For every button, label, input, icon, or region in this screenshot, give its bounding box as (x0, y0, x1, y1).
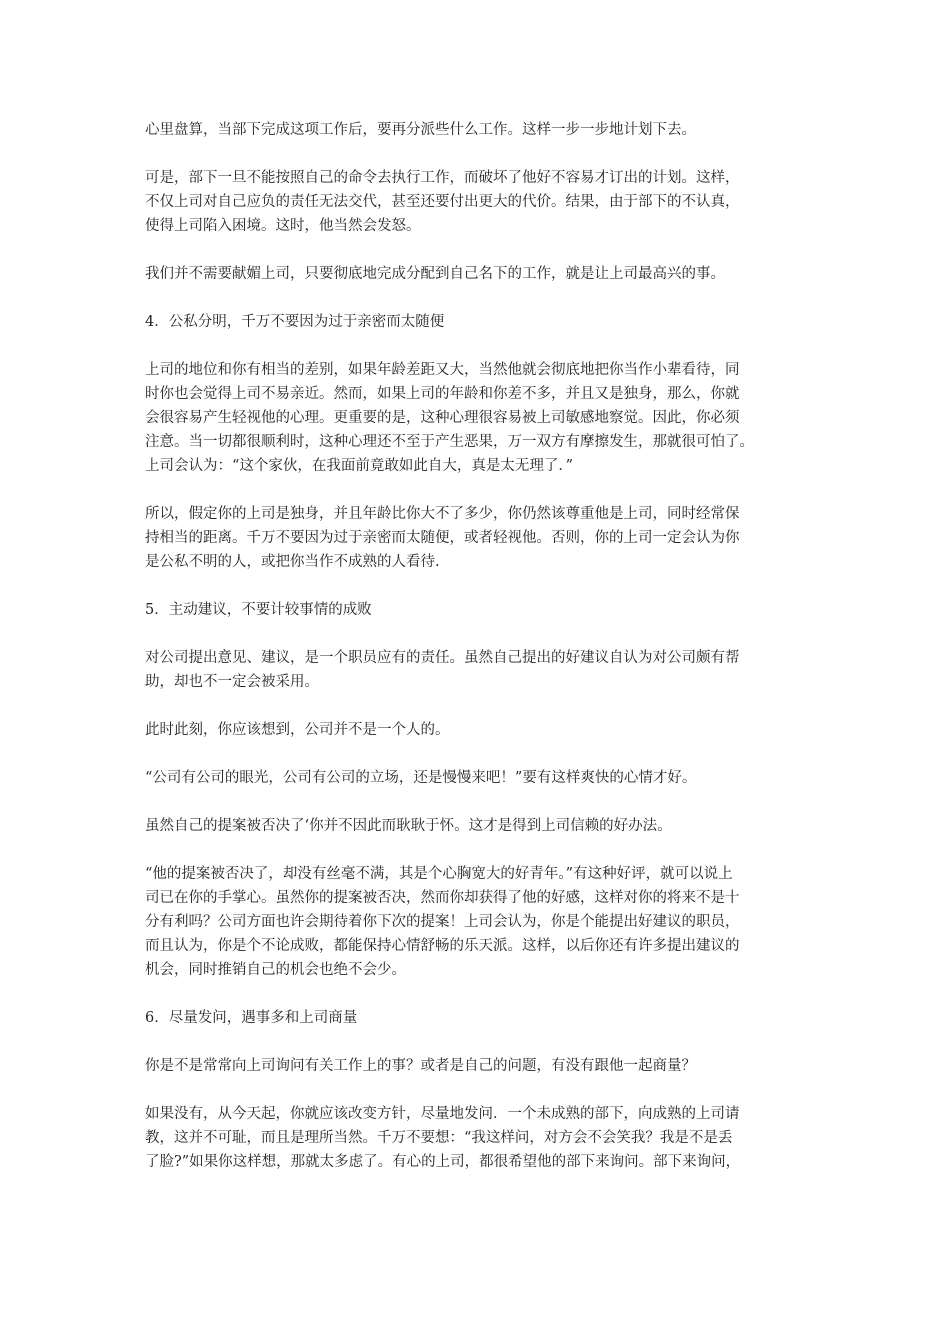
text-line: 是公私不明的人，或把你当作不成熟的人看待. (145, 554, 440, 570)
text-line: 机会，同时推销自己的机会也绝不会少。 (145, 962, 406, 978)
text-line: 持相当的距离。千万不要因为过于亲密而太随便，或者轻视他。否则，你的上司一定会认为你 (145, 530, 740, 546)
paragraph (145, 1054, 815, 1078)
heading-text: 5．主动建议，不要计较事情的成败 (145, 602, 372, 618)
text-line: 而且认为，你是个不论成败，都能保持心情舒畅的乐天派。这样，以后你还有许多提出建议的 (145, 938, 740, 954)
paragraph (145, 862, 815, 982)
text-line: 此时此刻，你应该想到，公司并不是一个人的。 (145, 722, 450, 738)
section-heading (145, 310, 815, 334)
text-line: 会很容易产生轻视他的心理。更重要的是，这种心理很容易被上司敏感地察觉。因此，你必须 (145, 410, 740, 426)
text-line: 不仅上司对自己应负的责任无法交代，甚至还要付出更大的代价。结果，由于部下的不认真， (145, 194, 740, 210)
document-body (145, 118, 815, 1198)
text-line: 时你也会觉得上司不易亲近。然而，如果上司的年龄和你差不多，并且又是独身，那么，你就 (145, 386, 740, 402)
paragraph (145, 358, 815, 478)
paragraph (145, 118, 815, 142)
text-line: 我们并不需要献媚上司，只要彻底地完成分配到自己名下的工作，就是让上司最高兴的事。 (145, 266, 725, 282)
paragraph (145, 646, 815, 694)
text-line: 虽然自己的提案被否决了‘你并不因此而耿耿于怀。这才是得到上司信赖的好办法。 (145, 818, 672, 834)
heading-text: 6．尽量发问，遇事多和上司商量 (145, 1010, 358, 1026)
section-heading (145, 1006, 815, 1030)
paragraph (145, 262, 815, 286)
text-line: 上司的地位和你有相当的差别，如果年龄差距又大，当然他就会彻底地把你当作小辈看待，同 (145, 362, 740, 378)
text-line: 你是不是常常向上司询问有关工作上的事？或者是自己的问题，有没有跟他一起商量？ (145, 1058, 696, 1074)
text-line: 了脸?”如果你这样想，那就太多虑了。有心的上司，都很希望他的部下来询问。部下来询问， (145, 1154, 741, 1170)
text-line: 分有利吗？公司方面也许会期待着你下次的提案！上司会认为，你是个能提出好建议的职员， (145, 914, 740, 930)
text-line: “他的提案被否决了，却没有丝毫不满，其是个心胸宽大的好青年。”有这种好评，就可以说上 (145, 866, 733, 882)
paragraph (145, 766, 815, 790)
paragraph (145, 814, 815, 838)
paragraph (145, 502, 815, 574)
text-line: 对公司提出意见、建议，是一个职员应有的责任。虽然自己提出的好建议自认为对公司颇有帮 (145, 650, 740, 666)
heading-text: 4．公私分明，千万不要因为过于亲密而太随便 (145, 314, 445, 330)
section-heading (145, 598, 815, 622)
text-line: 如果没有，从今天起，你就应该改变方针，尽量地发问．一个未成熟的部下，向成熟的上司请 (145, 1106, 740, 1122)
text-line: 司已在你的手掌心。虽然你的提案被否决，然而你却获得了他的好感，这样对你的将来不是十 (145, 890, 740, 906)
text-line: 助，却也不一定会被采用。 (145, 674, 319, 690)
paragraph (145, 1102, 815, 1174)
text-line: 上司会认为：“这个家伙，在我面前竟敢如此自大，真是太无理了．” (145, 458, 574, 474)
text-line: 可是，部下一旦不能按照自己的命令去执行工作，而破坏了他好不容易才订出的计划。这样， (145, 170, 740, 186)
text-line: 使得上司陷入困境。这时，他当然会发怒。 (145, 218, 421, 234)
text-line: 注意。当一切都很顺利时，这种心理还不至于产生恶果，万一双方有摩擦发生，那就很可怕了。 (145, 434, 754, 450)
text-line: 教，这并不可耻，而且是理所当然。千万不要想：“我这样问，对方会不会笑我？我是不是丢 (145, 1130, 733, 1146)
paragraph (145, 718, 815, 742)
text-line: 心里盘算，当部下完成这项工作后，要再分派些什么工作。这样一步一步地计划下去。 (145, 122, 696, 138)
text-line: “公司有公司的眼光，公司有公司的立场，还是慢慢来吧！”要有这样爽快的心情才好。 (145, 770, 697, 786)
text-line: 所以，假定你的上司是独身，并且年龄比你大不了多少，你仍然该尊重他是上司，同时经常保 (145, 506, 740, 522)
paragraph (145, 166, 815, 238)
